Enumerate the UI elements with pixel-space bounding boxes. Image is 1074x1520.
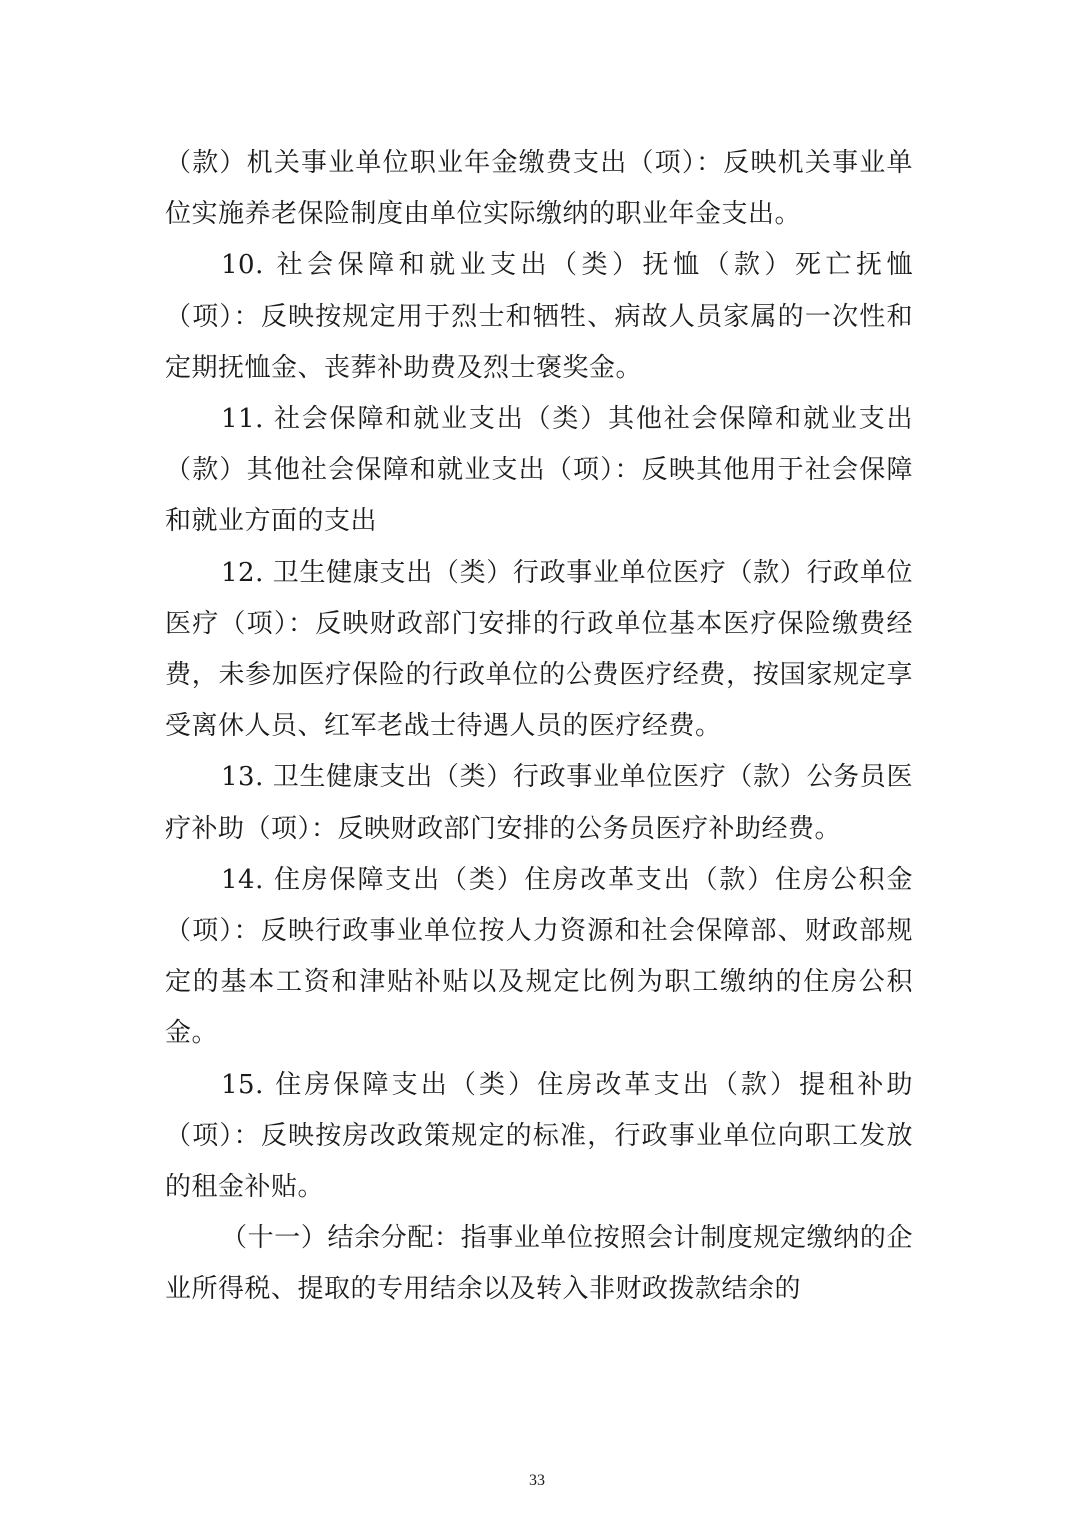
paragraph-item-15: 15. 住房保障支出（类）住房改革支出（款）提租补助（项）：反映按房改政策规定的标准，行政事业单位向职工发放的租金补贴。 <box>165 1069 913 1203</box>
paragraph-item-11: 11. 社会保障和就业支出（类）其他社会保障和就业支出（款）其他社会保障和就业支出（项）：反映其他用于社会保障和就业方面的支出 <box>165 404 913 537</box>
body-text <box>165 138 913 1316</box>
paragraph-item-14: 14. 住房保障支出（类）住房改革支出（款）住房公积金（项）：反映行政事业单位按人力资源和社会保障部、财政部规定的基本工资和津贴补贴以及规定比例为职工缴纳的住房公积金。 <box>165 864 913 1049</box>
page-number: 33 <box>529 1472 545 1489</box>
paragraph-item-10: 10. 社会保障和就业支出（类）抚恤（款）死亡抚恤（项）：反映按规定用于烈士和牺牲、病故人员家属的一次性和定期抚恤金、丧葬补助费及烈士褒奖金。 <box>165 250 913 383</box>
paragraph-continuation: （款）机关事业单位职业年金缴费支出（项）：反映机关事业单位实施养老保险制度由单位实际缴纳的职业年金支出。 <box>165 148 913 230</box>
paragraph-item-12: 12. 卫生健康支出（类）行政事业单位医疗（款）行政单位医疗（项）：反映财政部门安排的行政单位基本医疗保险缴费经费，未参加医疗保险的行政单位的公费医疗经费，按国家规定享受离休人员、红军老战士待遇人员的医疗经费。 <box>165 557 913 742</box>
paragraph-item-13: 13. 卫生健康支出（类）行政事业单位医疗（款）公务员医疗补助（项）：反映财政部门安排的公务员医疗补助经费。 <box>165 762 913 844</box>
paragraph-section-11: （十一）结余分配：指事业单位按照会计制度规定缴纳的企业所得税、提取的专用结余以及转入非财政拨款结余的 <box>165 1223 913 1305</box>
